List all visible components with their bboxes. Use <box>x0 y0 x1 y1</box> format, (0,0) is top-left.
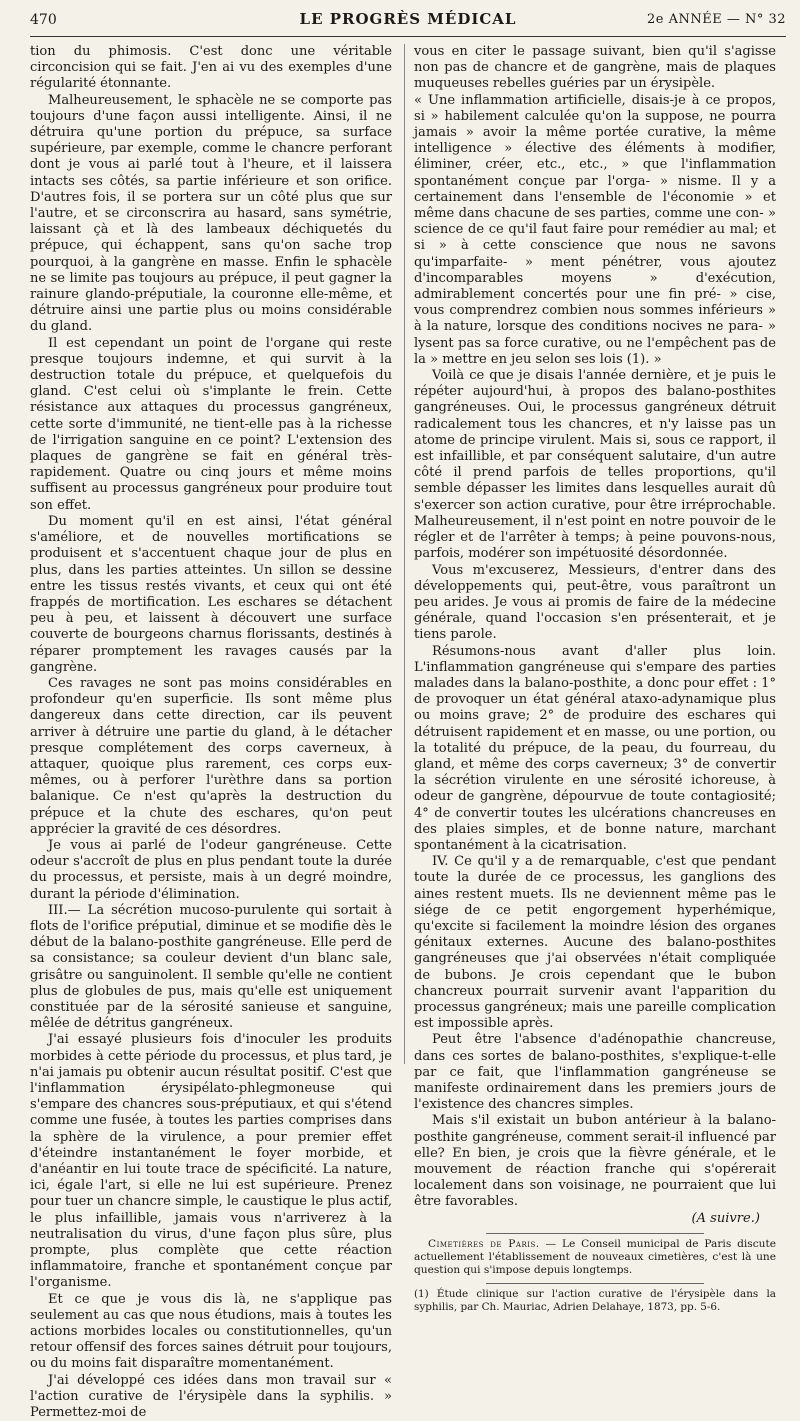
separator <box>486 1233 703 1234</box>
quoted-passage: « Une inflammation artificielle, disais-je à ce propos, si » habilement calculée qu'on la suppose, ne pourra jamais » avoir la même portée curative, la même intelligence » élective des éléments à modifier, éliminer, créer, etc., etc., » que l'inflammation spontanément conçue par l'orga- » nisme. Il y a certainement dans l'ensemble de l'économie » et même dans chacune de ses parties, comme une con- » science de ce qu'il faut faire pour remédier au mal; et si » à cette conscience que nous ne savons qu'imparfaite- » ment pénétrer, vous ajoutez d'incomparables moyens » d'exécution, admirablement concertés pour une fin pré- » cise, vous comprendrez combien nous sommes inférieurs » à la nature, lorsque des conditions nocives ne para- » lysent pas sa force curative, ou ne l'empêchent pas de la » mettre en jeu selon ses lois (1). » <box>414 92 776 367</box>
paragraph: Peut être l'absence d'adénopathie chancreuse, dans ces sortes de balano-posthites, s'explique-t-elle par ce fait, que l'inflammation gangréneuse se manifeste ordinairement dans les premiers jours de l'existence des chancres simples. <box>414 1032 776 1113</box>
left-column <box>30 44 392 1421</box>
section-iv-paragraph: IV. Ce qu'il y a de remarquable, c'est que pendant toute la durée de ce processus, les ganglions des aines restent muets. Ils ne deviennent même pas le siége de ce petit engorgement hyperhémique, qu'excite si facilement la moindre lésion des organes génitaux externes. Aucune des balano-posthites gangréneuses que j'ai observées n'était compliquée de bubons. Je crois cependant que le bubon chancreux pourrait survenir avant l'apparition du processus gangréneux; mais une pareille complication est impossible après. <box>414 854 776 1032</box>
paragraph: tion du phimosis. C'est donc une véritable circoncision qui se fait. J'en ai vu des exemples d'une régularité étonnante. <box>30 44 392 92</box>
paragraph: Vous m'excuserez, Messieurs, d'entrer dans des développements qui, peut-être, vous paraîtront un peu arides. Je vous ai promis de faire de la médecine générale, quand l'occasion s'en présenterait, et je tiens parole. <box>414 562 776 643</box>
paragraph: Je vous ai parlé de l'odeur gangréneuse. Cette odeur s'accroît de plus en plus pendant toute la durée du processus, et persiste, mais à un degré moindre, durant la période d'élimination. <box>30 837 392 902</box>
paragraph: J'ai développé ces idées dans mon travail sur « l'action curative de l'érysipèle dans la syphilis. » Permettez-moi de <box>30 1372 392 1421</box>
news-text: — Le Conseil municipal de Paris discute actuellement l'établissement de nouveaux cimetières, c'est là une question qui s'impose depuis longtemps. <box>414 1237 776 1276</box>
section-iii-paragraph: III.— La sécrétion mucoso-purulente qui sortait à flots de l'orifice préputial, diminue et se modifie dès le début de la balano-posthite gangréneuse. Elle perd de sa consistance; sa couleur devient d'un blanc sale, grisâtre ou sanguinolent. Il semble qu'elle ne contient plus de globules de pus, mais qu'elle est uniquement constituée par de la sérosité sanieuse et sanguine, mêlée de détritus gangréneux. <box>30 902 392 1032</box>
column-divider <box>404 44 405 1064</box>
news-label: Cimetières de Paris. <box>428 1237 540 1250</box>
issue-number: 2e ANNÉE — N° 32 <box>646 12 786 27</box>
page-header <box>30 6 786 37</box>
paragraph: vous en citer le passage suivant, bien qu'il s'agisse non pas de chancre et de gangrène, mais de plaques muqueuses rebelles guéries par un érysipèle. <box>414 44 776 92</box>
right-column <box>414 44 776 1314</box>
separator <box>486 1283 703 1284</box>
footnote: (1) Étude clinique sur l'action curative de l'érysipèle dans la syphilis, par Ch. Mauriac, Adrien Delahaye, 1873, pp. 5-6. <box>414 1287 776 1313</box>
paragraph: Malheureusement, le sphacèle ne se comporte pas toujours d'une façon aussi intelligente. Ainsi, il ne détruira qu'une portion du prépuce, sa surface supérieure, par exemple, comme le chancre perforant dont je vous ai parlé tout à l'heure, et il laissera intacts ses côtés, sa partie inférieure et son orifice. D'autres fois, il se portera sur un côté plus que sur l'autre, et se circonscrira au hasard, sans symétrie, laissant çà et là des lambeaux déchiquetés du prépuce, qui échappent, sans qu'on sache trop pourquoi, à la gangrène en masse. Enfin le sphacèle ne se limite pas toujours au prépuce, il peut gagner la rainure glando-préputiale, la couronne elle-même, et détruire ainsi une partie plus ou moins considérable du gland. <box>30 92 392 335</box>
paragraph: Du moment qu'il en est ainsi, l'état général s'améliore, et de nouvelles mortifications se produisent et s'accentuent chaque jour de plus en plus, dans les parties atteintes. Un sillon se dessine entre les tissus restés vivants, et ceux qui ont été frappés de mortification. Les eschares se détachent peu à peu, et laissent à découvert une surface couverte de bourgeons charnus florissants, destinés à réparer promptement les ravages causés par la gangrène. <box>30 513 392 675</box>
journal-title: LE PROGRÈS MÉDICAL <box>299 10 517 28</box>
paragraph: Ces ravages ne sont pas moins considérables en profondeur qu'en superficie. Ils sont même plus dangereux dans cette direction, car ils peuvent arriver à détruire une partie du gland, à le détacher presque complétement des corps caverneux, à attaquer, quoique plus rarement, ces corps eux-mêmes, ou à perforer l'urèthre dans sa portion balanique. Ce n'est qu'après la destruction du prépuce et la chute des eschares, qu'on peut apprécier la gravité de ces désordres. <box>30 675 392 837</box>
paragraph: Mais s'il existait un bubon antérieur à la balano-posthite gangréneuse, comment serait-il influencé par elle? En bien, je crois que la fièvre générale, et le mouvement de réaction franche qui s'opérerait localement dans son voisinage, ne pourraient que lui être favorables. <box>414 1113 776 1210</box>
page-number: 470 <box>30 12 57 28</box>
to-be-continued: (A suivre.) <box>691 1210 760 1226</box>
paragraph: Voilà ce que je disais l'année dernière, et je puis le répéter aujourd'hui, à propos des balano-posthites gangréneuses. Oui, le processus gangréneux détruit radicalement tous les chancres, et n'y laisse pas un atome de principe virulent. Mais si, sous ce rapport, il est infaillible, et par conséquent salutaire, d'un autre côté il prend parfois de telles proportions, qu'il semble dépasser les limites dans lesquelles aurait dû s'exercer son action curative, pour être irréprochable. Malheureusement, il n'est point en notre pouvoir de le régler et de l'arrêter à temps; à peine pouvons-nous, parfois, modérer son impétuosité désordonnée. <box>414 368 776 562</box>
paragraph: Résumons-nous avant d'aller plus loin. L'inflammation gangréneuse qui s'empare des parties malades dans la balano-posthite, a donc pour effet : 1° de provoquer un état général ataxo-adynamique plus ou moins grave; 2° de produire des eschares qui détruisent rapidement et en masse, ou une portion, ou la totalité du prépuce, de la peau, du fourreau, du gland, et même des corps caverneux; 3° de convertir la sécrétion virulente en une sérosité ichoreuse, à odeur de gangrène, dépourvue de toute contagiosité; 4° de convertir toutes les ulcérations chancreuses en des plaies simples, et de bonne nature, marchant spontanément à la cicatrisation. <box>414 643 776 853</box>
paragraph: Il est cependant un point de l'organe qui reste presque toujours indemne, et qui survit à la destruction totale du prépuce, et quelquefois du gland. C'est celui où s'implante le frein. Cette résistance aux attaques du processus gangréneux, cette sorte d'immunité, ne tient-elle pas à la richesse de l'irrigation sanguine en ce point? L'extension des plaques de gangrène se fait en général très-rapidement. Quatre ou cinq jours et même moins suffisent au processus gangréneux pour produire tout son effet. <box>30 335 392 513</box>
paragraph: Et ce que je vous dis là, ne s'applique pas seulement au cas que nous étudions, mais à toutes les actions morbides locales ou constitutionnelles, qu'un retour offensif des forces saines détruit pour toujours, ou du moins fait disparaître momentanément. <box>30 1291 392 1372</box>
news-item <box>414 1238 776 1277</box>
paragraph: J'ai essayé plusieurs fois d'inoculer les produits morbides à cette période du processus, et plus tard, je n'ai jamais pu obtenir aucun résultat positif. C'est que l'inflammation érysipélato-phlegmoneuse qui s'empare des chancres sous-préputiaux, et qui s'étend comme une fusée, à toutes les parties comprises dans la sphère de la virulence, a pour premier effet d'éteindre instantanément le foyer morbide, et d'anéantir en lui toute trace de spécificité. La nature, ici, égale l'art, si elle ne lui est supérieure. Prenez pour tuer un chancre simple, le caustique le plus actif, le plus infaillible, jamais vous n'arriverez à la neutralisation du virus, d'une façon plus sûre, plus prompte, plus complète que cette réaction inflammatoire, franche et spontanément conçue par l'organisme. <box>30 1032 392 1291</box>
